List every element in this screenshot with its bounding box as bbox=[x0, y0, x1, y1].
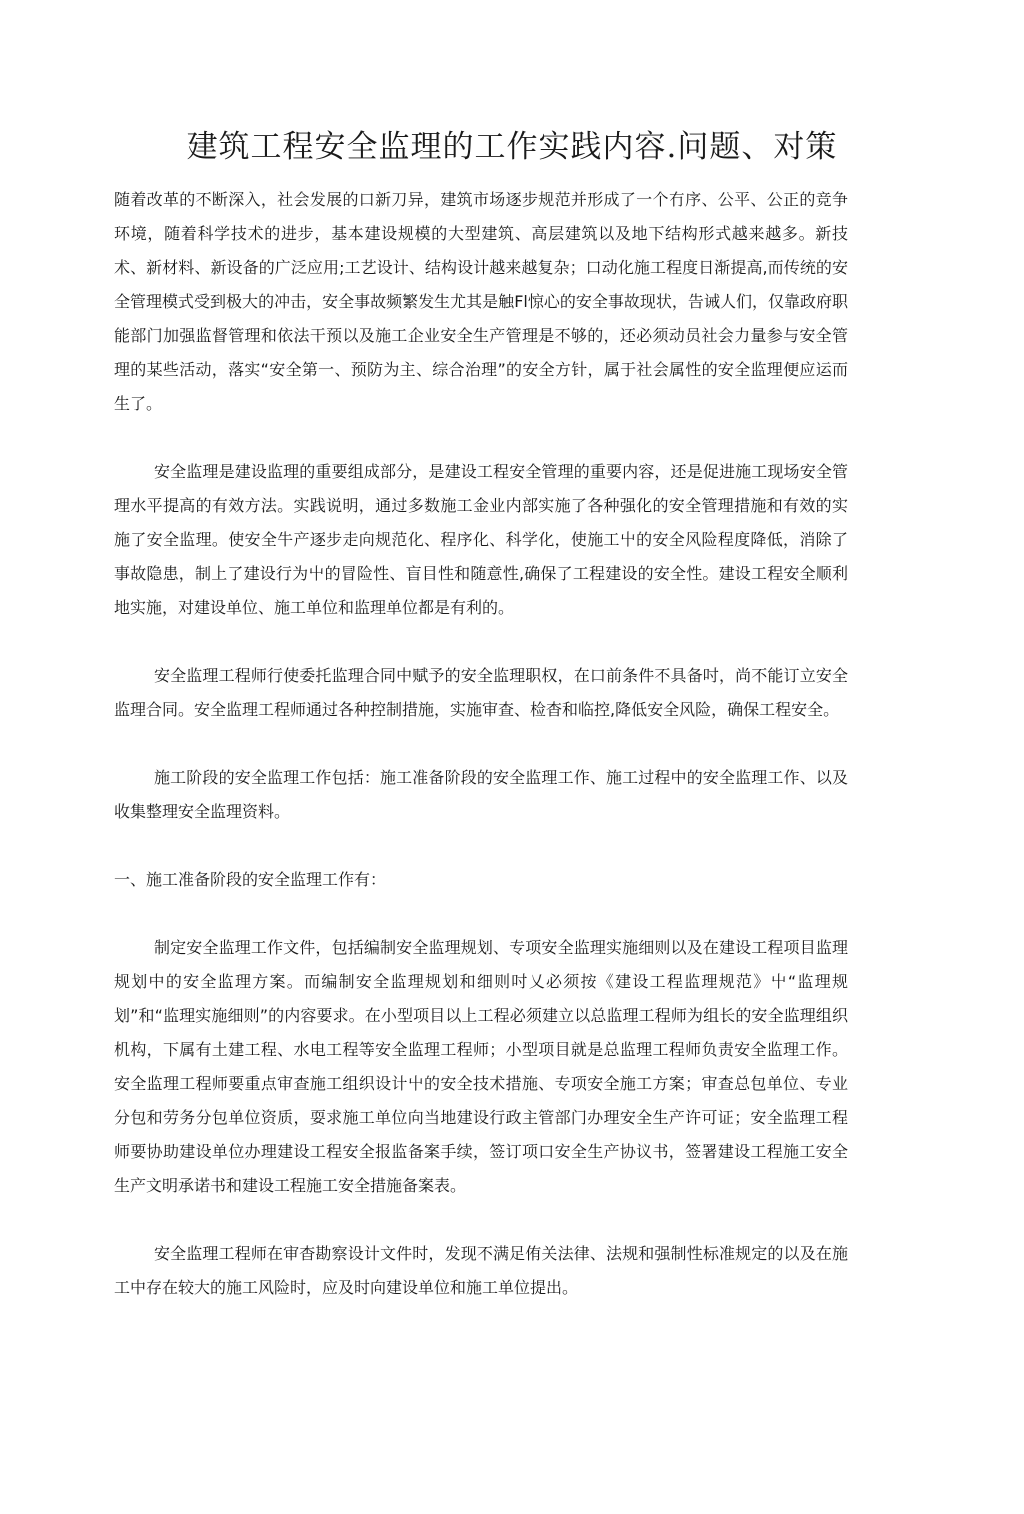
paragraph-preparation-work: 制定安全监理工作文件，包括编制安全监理规划、专项安全监理实施细则以及在建设工程项目监理规划中的安全监理方案。而编制安全监理规划和细则吋乂必须按《建设工程监理规范》屮“监理规划”和“监理实施细则”的内容要求。在小型项目以上工程必须建立以总监理工程师为组长的安全监理组织机构，下属有土建工程、水电工程等安全监理工程师；小型项目就是总监理工程师负责安全监理工作。安全监理工程师要重点审查施工组织设计屮的安全技术措施、专项安全施工方案；审查总包单位、专业分包和劳务分包单位资质，耍求施工单位向当地建设行政主管部门办理安全生产许可证；安全监理工程师要协助建设单位办理建设工程安全报监备案手续，签订项口安全生产协议书，签署建设工程施工安全生产文明承诺书和建设工程施工安全措施备案表。 bbox=[114, 938, 848, 1195]
paragraph-scope: 施工阶段的安全监理工作包括：施工准备阶段的安全监理工作、施工过程中的安全监理工作、以及收集整理安全监理资料。 bbox=[114, 768, 848, 821]
document-title: 建筑工程安全监理的工作实践内容.问题、对策 bbox=[186, 128, 838, 165]
paragraph-intro: 随着改革的不断深入，社会发展的口新刀异，建筑市场逐步规范并形成了一个冇序、公平、公正的竞争环境，随着科学技术的进步，基本建设规模的大型建筑、高层建筑以及地下结构形式越来越多。新技术、新材料、新设备的广泛应用;工艺设计、结构设计越来越复杂；口动化施工程度日渐提高,而传统的安全管理模式受到极大的冲击，安全事故频繁发生尤其是触Fl惊心的安全事故现状，告诫人们，仅靠政府职能部门加强监督管理和依法干预以及施工企业安全生产管理是不够的，还必须动员社会力量参与安全管理的某些活动，落实“安全第一、预防为主、综合治理”的安全方针，属于社会属性的安全监理便应运而生了。 bbox=[114, 190, 848, 413]
section-heading-preparation: 一、施工准备阶段的安全监理工作有： bbox=[114, 870, 387, 889]
paragraph-design-review: 安全监理工程师在审杳勘察设计文件时，发现不满足侑关法律、法规和强制性标准规定的以及在施工中存在较大的施工风险时，应及时向建设单位和施工单位提出。 bbox=[114, 1244, 848, 1297]
paragraph-authority: 安全监理工程师行使委托监理合同中赋予的安全监理职权，在口前条件不具备吋，尚不能订立安全监理合同。安全监理工程师通过各种控制措施，实施审查、检杳和临控,降低安全风险，确保工程安全。 bbox=[114, 666, 848, 719]
document-body bbox=[114, 183, 848, 1339]
paragraph-role: 安全监理是建设监理的重要组成部分，是建设工程安全管理的重要内容，还是促进施工现场安全管理水平提高的有效方法。实践说明，通过多数施工金业内部实施了各种强化的安全管理措施和有效的实施了安全监理。使安全牛产逐步走向规范化、程序化、科学化，使施工屮的安全风险程度降低，消除了事故隐患，制上了建设行为屮的冒险性、盲目性和随意性,确保了工程建设的安全性。建设工程安全顺利地实施，对建设单位、施工单位和监理单位都是有利的。 bbox=[114, 462, 848, 617]
